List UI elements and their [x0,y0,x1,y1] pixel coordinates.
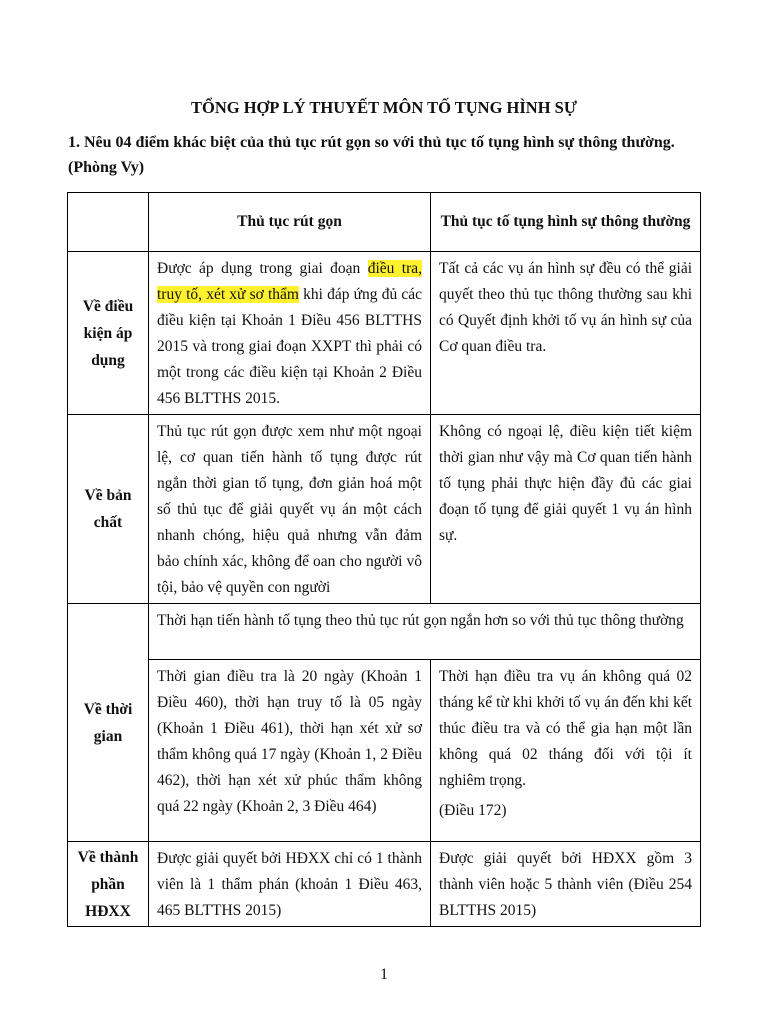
nature-shortened-cell: Thủ tục rút gọn được xem như một ngoại lệ, cơ quan tiến hành tố tụng được rút ngắn thời gian tố tụng, đơn giản hoá một số thủ tục để giải quyết vụ án một cách nhanh chóng, hiệu quả nhưng vẫn đảm bảo chính xác, không để oan cho người vô tội, bảo vệ quyền con người [149,415,431,604]
table-header-row [68,193,701,252]
time-ordinary-reference: (Điều 172) [439,802,507,819]
header-shortened-procedure: Thủ tục rút gọn [149,193,431,252]
row-label-time: Về thời gian [68,604,149,842]
panel-ordinary-cell: Được giải quyết bởi HĐXX gồm 3 thành viên hoặc 5 thành viên (Điều 254 BLTTHS 2015) [431,842,701,927]
document-title: TỔNG HỢP LÝ THUYẾT MÔN TỐ TỤNG HÌNH SỰ [191,98,577,117]
panel-shortened-cell: Được giải quyết bởi HĐXX chỉ có 1 thành viên là 1 thẩm phán (khoản 1 Điều 463, 465 BLTTHS 2015) [149,842,431,927]
table-row-conditions [68,252,701,415]
row-label-conditions: Về điều kiện áp dụng [68,252,149,415]
table-row-time-details [68,660,701,842]
table-row-nature [68,415,701,604]
conditions-shortened-text-start: Được áp dụng trong giai đoạn [157,260,368,277]
row-label-nature: Về bản chất [68,415,149,604]
conditions-ordinary-cell: Tất cả các vụ án hình sự đều có thể giải quyết theo thủ tục thông thường sau khi có Quyết định khởi tố vụ án hình sự của Cơ quan điều tra. [431,252,701,415]
table-row-time-summary [68,604,701,660]
highlighted-text: điều tra, truy tố, xét xử sơ thẩm [157,260,422,303]
conditions-shortened-text-end: khi đáp ứng đủ các điều kiện tại Khoản 1 Điều 456 BLTTHS 2015 và trong giai đoạn XXPT thì phải có một trong các điều kiện tại Khoản 2 Điều 456 BLTTHS 2015. [157,286,422,407]
row-label-panel: Về thành phần HĐXX [68,842,149,927]
time-ordinary-text: Thời hạn điều tra vụ án không quá 02 tháng kể từ khi khởi tố vụ án đến khi kết thúc điều tra và có thể gia hạn một lần không quá 02 tháng đối với tội ít nghiêm trọng. [439,668,692,789]
time-shortened-cell: Thời gian điều tra là 20 ngày (Khoản 1 Điều 460), thời hạn truy tố là 05 ngày (Khoản 1 Điều 461), thời hạn xét xử sơ thẩm không quá 17 ngày (Khoản 1, 2 Điều 462), thời hạn xét xử phúc thẩm không quá 22 ngày (Khoản 2, 3 Điều 464) [149,660,431,842]
header-ordinary-procedure: Thủ tục tố tụng hình sự thông thường [431,193,701,252]
time-ordinary-cell [431,660,701,842]
question-heading: 1. Nêu 04 điểm khác biệt của thủ tục rút gọn so với thủ tục tố tụng hình sự thông thường. (Phòng Vy) [68,134,675,176]
table-row-panel [68,842,701,927]
comparison-table [67,192,701,927]
page-number: 1 [380,966,388,983]
header-empty-cell [68,193,149,252]
conditions-shortened-cell [149,252,431,415]
nature-ordinary-cell: Không có ngoại lệ, điều kiện tiết kiệm thời gian như vậy mà Cơ quan tiến hành tố tụng phải thực hiện đầy đủ các giai đoạn tố tụng để giải quyết 1 vụ án hình sự. [431,415,701,604]
time-summary-cell: Thời hạn tiến hành tố tụng theo thủ tục rút gọn ngắn hơn so với thủ tục thông thường [149,604,701,660]
